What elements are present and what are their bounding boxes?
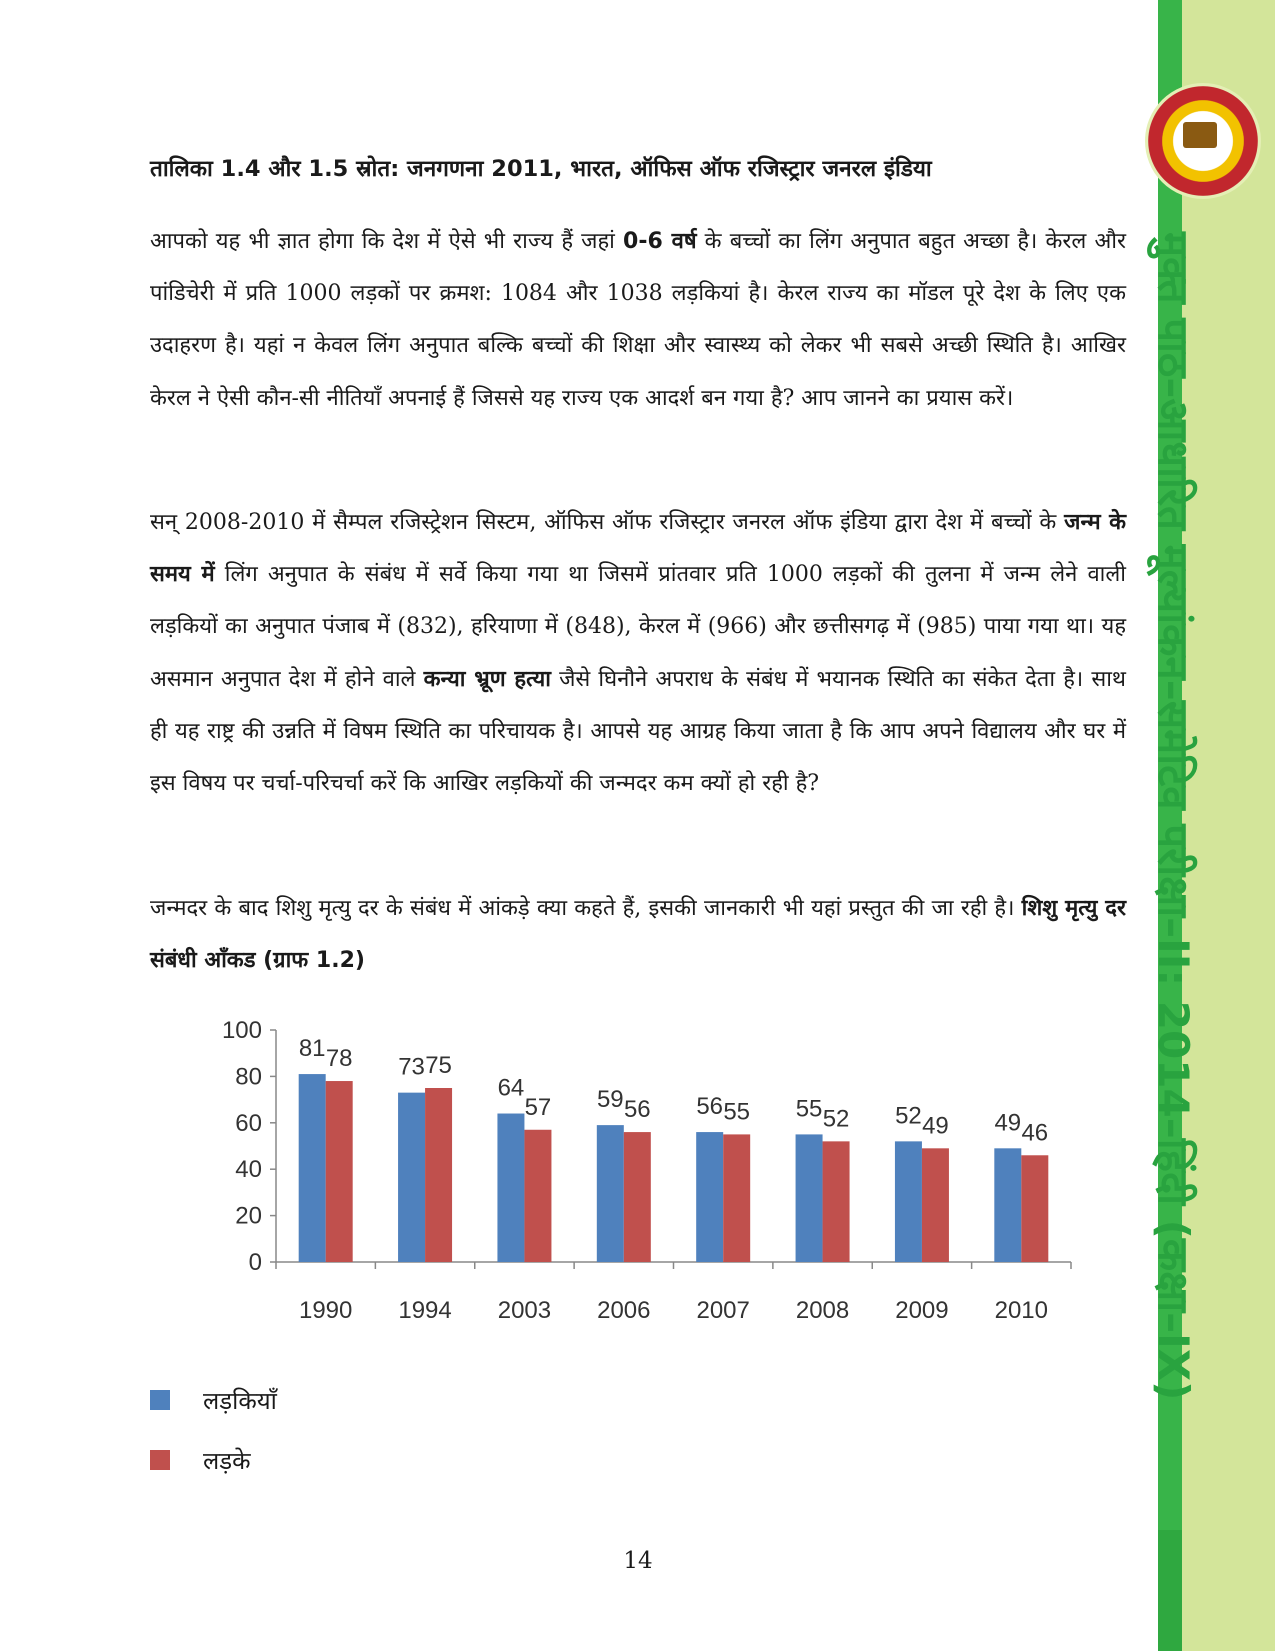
data-label: 56 bbox=[623, 1096, 651, 1124]
paragraph-bold: 0-6 वर्ष bbox=[623, 229, 697, 254]
legend-label-boys: लड़के bbox=[203, 1447, 251, 1475]
paragraph-bold: जन्म के समय में bbox=[150, 510, 1126, 588]
page-number: 14 bbox=[623, 1548, 653, 1574]
data-label: 57 bbox=[524, 1093, 552, 1121]
data-label: 49 bbox=[994, 1109, 1022, 1137]
data-label: 73 bbox=[398, 1053, 425, 1081]
side-stripe-lower bbox=[1158, 1530, 1182, 1651]
data-label: 55 bbox=[795, 1095, 823, 1123]
book-icon bbox=[1183, 122, 1217, 148]
bar bbox=[299, 1074, 326, 1262]
bar bbox=[524, 1130, 551, 1262]
x-tick-label: 2008 bbox=[795, 1297, 850, 1324]
paragraph-sex-ratio bbox=[150, 497, 1126, 810]
data-label: 59 bbox=[596, 1086, 624, 1114]
paragraph-bold: कन्या भ्रूण हत्या bbox=[423, 666, 551, 692]
paragraph-text: के बच्चों का लिंग अनुपात बहुत अच्छा है। केरल और पांडिचेरी में प्रति 1000 लड़कों पर क्रमश: 1084 और 1038 लड़कियां है। केरल राज्य का मॉडल पूरे देश के लिए एक उदाहरण है। यहां न केवल लिंग अनुपात बल्कि बच्चों की शिक्षा और स्वास्थ्य को लेकर भी सबसे अच्छी स्थिति है। आखिर केरल ने ऐसी कौन-सी नीतियाँ अपनाई हैं जिससे यह राज्य एक आदर्श बन गया है? आप जानने का प्रयास करें। bbox=[150, 229, 1126, 411]
x-tick-label: 2007 bbox=[696, 1297, 750, 1324]
bar bbox=[922, 1148, 949, 1262]
infant-mortality-chart bbox=[196, 1000, 1096, 1330]
paragraph-text: आपको यह भी ज्ञात होगा कि देश में ऐसे भी राज्य हैं जहां bbox=[150, 229, 624, 254]
bar bbox=[425, 1088, 452, 1262]
bar bbox=[326, 1081, 353, 1262]
bar bbox=[398, 1093, 425, 1262]
paragraph-text: सन् 2008-2010 में सैम्पल रजिस्ट्रेशन सिस्टम, ऑफिस ऑफ रजिस्ट्रार जनरल ऑफ इंडिया द्वारा देश में बच्चों के bbox=[150, 510, 1065, 535]
data-label: 75 bbox=[425, 1052, 452, 1079]
legend-swatch-girls bbox=[150, 1390, 170, 1410]
y-tick-label: 0 bbox=[248, 1249, 262, 1276]
x-tick-label: 1994 bbox=[398, 1297, 452, 1324]
data-label: 56 bbox=[696, 1093, 724, 1121]
data-label: 46 bbox=[1021, 1119, 1049, 1147]
bar bbox=[597, 1125, 624, 1262]
paragraph-infant-mortality bbox=[150, 883, 1126, 987]
x-tick-label: 2003 bbox=[497, 1297, 552, 1324]
data-label: 78 bbox=[325, 1045, 353, 1073]
x-tick-label: 2010 bbox=[994, 1297, 1049, 1324]
legend-swatch-boys bbox=[150, 1450, 170, 1470]
bar bbox=[796, 1134, 823, 1262]
x-tick-label: 2006 bbox=[597, 1297, 651, 1324]
bar bbox=[497, 1114, 524, 1262]
bar bbox=[696, 1132, 723, 1262]
data-label: 52 bbox=[822, 1105, 850, 1133]
y-tick-label: 20 bbox=[235, 1202, 262, 1230]
graph-reference: शिशु मृत्यु दर संबंधी आँकड (ग्राफ 1.2) bbox=[150, 896, 1126, 974]
y-tick-label: 60 bbox=[235, 1109, 262, 1137]
y-tick-label: 100 bbox=[221, 1017, 262, 1044]
x-tick-label: 1990 bbox=[298, 1297, 353, 1324]
legend-label-girls: लड़कियाँ bbox=[203, 1387, 277, 1415]
chart-svg bbox=[196, 1000, 1096, 1330]
y-tick-label: 40 bbox=[235, 1156, 262, 1184]
bar bbox=[895, 1141, 922, 1262]
data-label: 49 bbox=[922, 1112, 949, 1140]
data-label: 52 bbox=[895, 1102, 922, 1130]
paragraph-kerala bbox=[150, 216, 1126, 425]
x-tick-label: 2009 bbox=[895, 1297, 949, 1324]
y-tick-label: 80 bbox=[235, 1063, 262, 1091]
paragraph-text: जैसे घिनौने अपराध के संबंध में भयानक स्थिति का संकेत देता है। साथ ही यह राष्ट्र की उन्नति में विषम स्थिति का परिचायक है। आपसे यह आग्रह किया जाता है कि आप अपने विद्यालय और घर में इस विषय पर चर्चा-परिचर्चा करें कि आखिर लड़कियों की जन्मदर कम क्यों हो रही है? bbox=[150, 666, 1126, 797]
bar bbox=[994, 1148, 1021, 1262]
bar bbox=[823, 1141, 850, 1262]
bar bbox=[723, 1134, 750, 1262]
paragraph-text: जन्मदर के बाद शिशु मृत्यु दर के संबंध में आंकड़े क्या कहते हैं, इसकी जानकारी भी यहां प्रस्तुत की जा रही है। bbox=[150, 896, 1022, 921]
data-label: 55 bbox=[723, 1098, 751, 1126]
data-label: 81 bbox=[298, 1035, 326, 1063]
table-source-heading: तालिका 1.4 और 1.5 स्रोत: जनगणना 2011, भारत, ऑफिस ऑफ रजिस्ट्रार जनरल इंडिया bbox=[150, 156, 932, 182]
data-label: 64 bbox=[497, 1074, 525, 1102]
bar bbox=[1021, 1155, 1048, 1262]
side-title: मुक्त पाठ–आधारित मूल्यांकन–समेटिव परीक्षा–II: 2014–हिंदी (कक्षा–IX) bbox=[1149, 232, 1198, 1401]
paragraph-text: लिंग अनुपात के संबंध में सर्वे किया गया था जिसमें प्रांतवार प्रति 1000 लड़कों की तुलना में जन्म लेने वाली लड़कियों का अनुपात पंजाब में (832), हरियाणा में (848), केरल में (966) और छत्तीसगढ़ में (985) पाया गया था। यह असमान अनुपात देश में होने वाले bbox=[150, 562, 1126, 692]
bar bbox=[624, 1132, 651, 1262]
